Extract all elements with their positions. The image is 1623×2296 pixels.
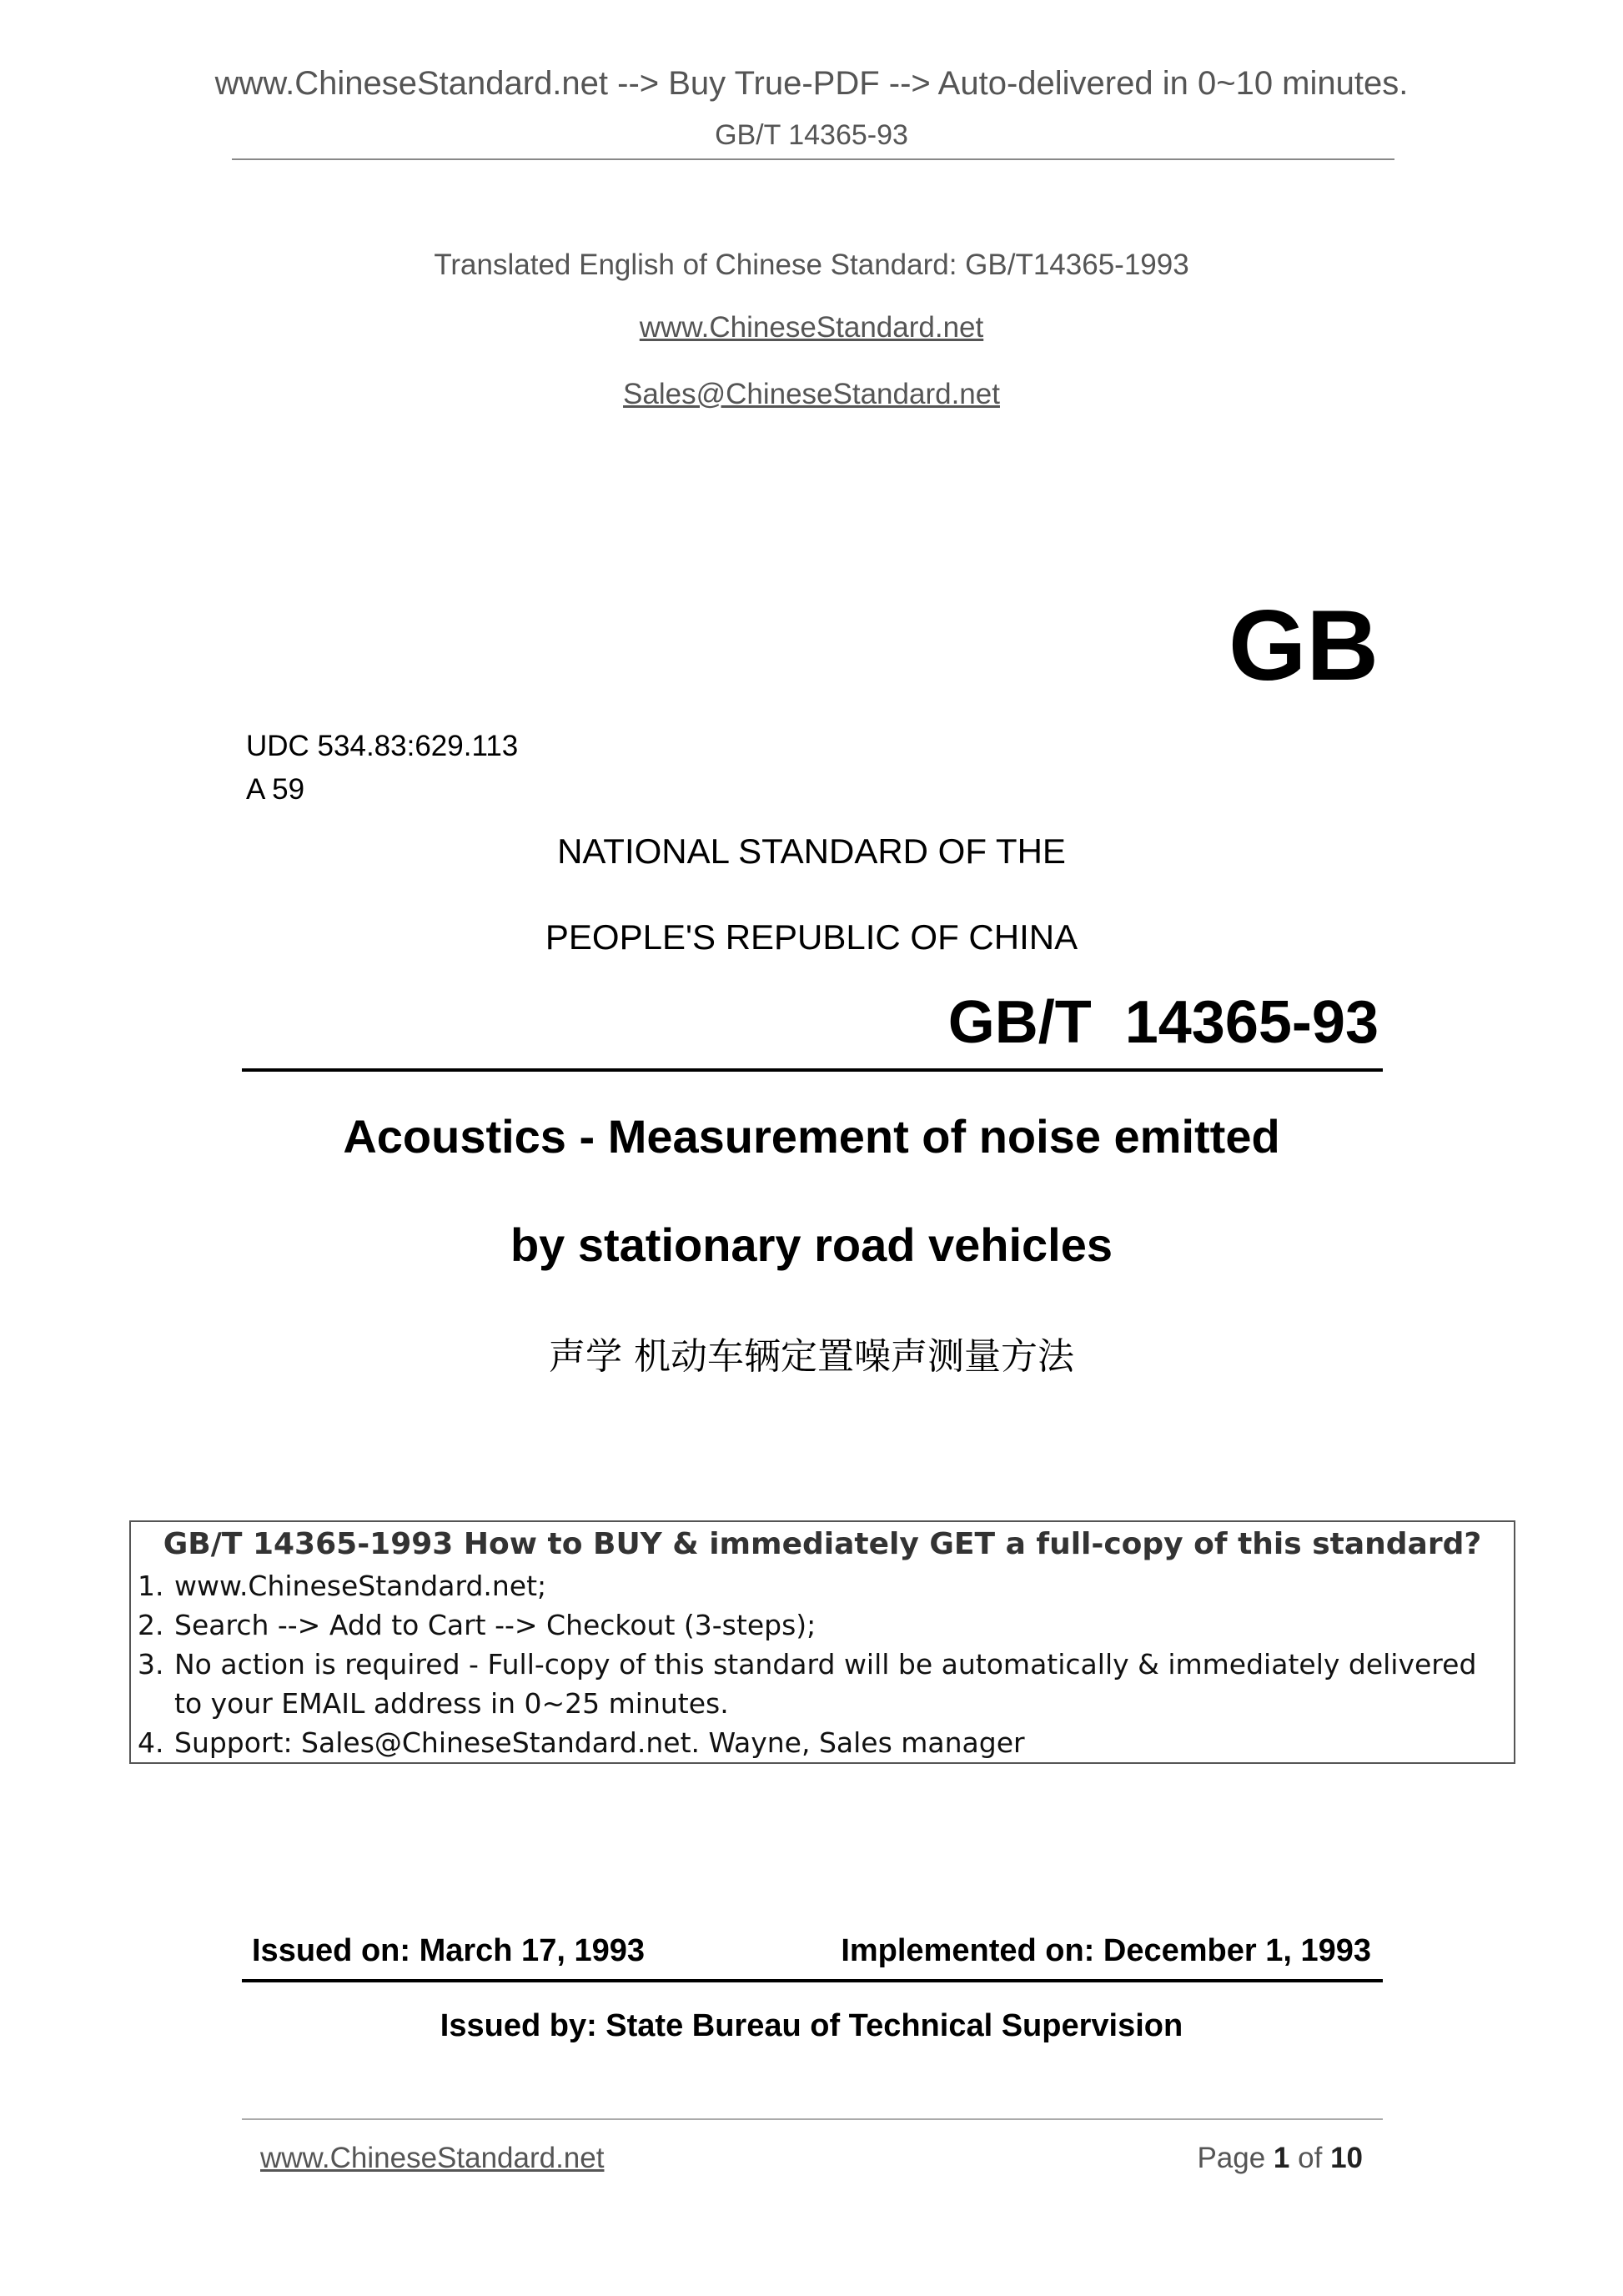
udc-code: UDC 534.83:629.113 [246, 730, 519, 762]
step-number: 3. [138, 1648, 164, 1681]
header-top-line: www.ChineseStandard.net --> Buy True-PDF --> Auto-delivered in 0~10 minutes. [214, 65, 1409, 102]
header-divider [232, 158, 1394, 160]
list-item [131, 1723, 1514, 1762]
step-text: No action is required - Full-copy of this standard will be automatically & immediately delivered to your EMAIL address in 0~25 minutes. [174, 1648, 1477, 1720]
buy-box-heading: GB/T 14365-1993 How to BUY & immediately GET a full-copy of this standard? [163, 1527, 1482, 1561]
step-number: 2. [138, 1609, 164, 1641]
national-standard-line2: PEOPLE'S REPUBLIC OF CHINA [545, 917, 1078, 957]
header-standard-number: GB/T 14365-93 [715, 119, 908, 151]
step-number: 4. [138, 1726, 164, 1759]
national-standard-line1: NATIONAL STANDARD OF THE [557, 831, 1066, 871]
step-text: Support: Sales@ChineseStandard.net. Wayne, Sales manager [174, 1726, 1025, 1759]
page-total: 10 [1330, 2142, 1363, 2174]
website-link[interactable]: www.ChineseStandard.net [639, 311, 984, 344]
dates-divider [242, 1979, 1383, 1982]
title-chinese: 声学 机动车辆定置噪声测量方法 [549, 1335, 1074, 1378]
page-indicator [1197, 2142, 1363, 2175]
footer-divider [242, 2118, 1383, 2120]
gb-mark: GB [1229, 590, 1379, 701]
page-of: of [1298, 2142, 1323, 2174]
email-link[interactable]: Sales@ChineseStandard.net [623, 378, 1000, 410]
step-text: www.ChineseStandard.net; [174, 1570, 547, 1602]
implemented-date: Implemented on: December 1, 1993 [841, 1933, 1371, 1968]
buy-instructions-box [129, 1520, 1515, 1764]
list-item [131, 1605, 1514, 1645]
page-current: 1 [1273, 2142, 1290, 2174]
step-number: 1. [138, 1570, 164, 1602]
footer-website-link[interactable]: www.ChineseStandard.net [260, 2142, 605, 2174]
page-label: Page [1197, 2142, 1266, 2174]
title-line1: Acoustics - Measurement of noise emitted [343, 1110, 1280, 1163]
issued-date: Issued on: March 17, 1993 [252, 1933, 645, 1968]
step-text: Search --> Add to Cart --> Checkout (3-steps); [174, 1609, 817, 1641]
buy-steps-list [131, 1566, 1514, 1762]
classification-code: A 59 [246, 773, 305, 806]
standard-number: GB/T 14365-93 [947, 989, 1379, 1056]
translated-line: Translated English of Chinese Standard: GB/T14365-1993 [434, 249, 1189, 281]
list-item [131, 1645, 1514, 1723]
issuing-body: Issued by: State Bureau of Technical Supervision [440, 2008, 1183, 2043]
title-line2: by stationary road vehicles [510, 1218, 1113, 1271]
title-divider [242, 1068, 1383, 1072]
list-item [131, 1566, 1514, 1605]
